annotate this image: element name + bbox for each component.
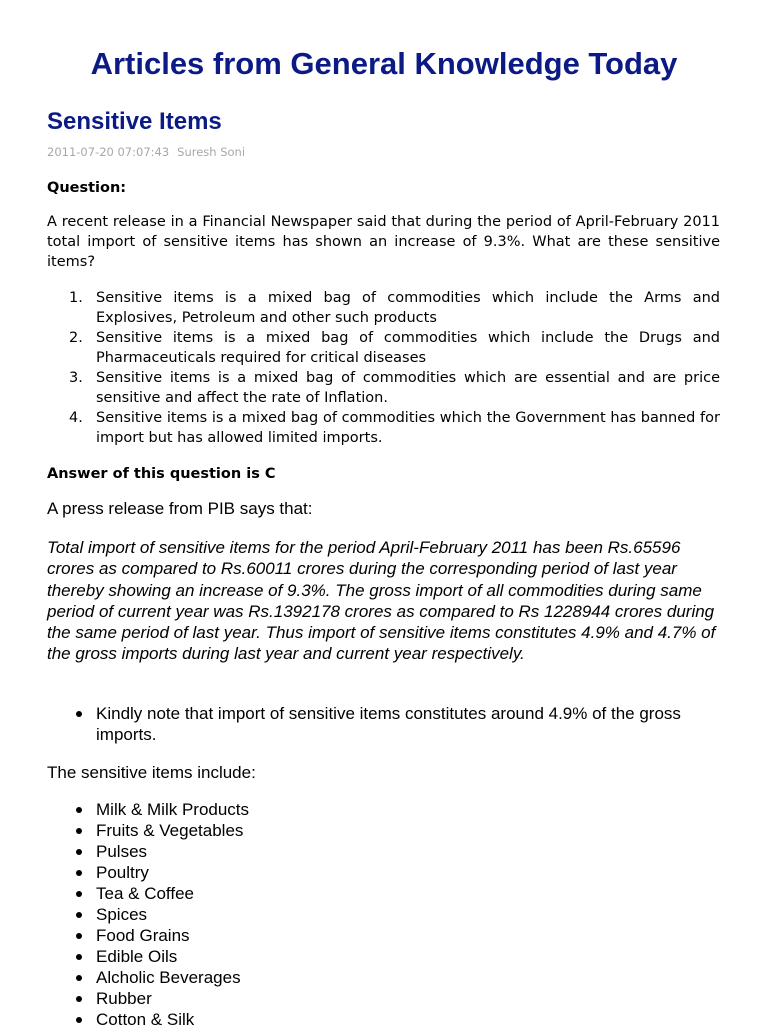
article-author: Suresh Soni [177,145,246,159]
question-text: A recent release in a Financial Newspaper said that during the period of April-February 2011 total import of sensitive items has shown an increase of 9.3%. What are these sensitive items? [47,214,720,270]
list-item [47,841,727,862]
note-item [47,703,727,745]
list-item-text: Cotton & Silk [96,1010,195,1029]
list-item [47,883,727,904]
bullet-icon [76,849,82,855]
bullet-icon [76,891,82,897]
bullet-icon [76,996,82,1002]
list-item [47,988,727,1009]
option-text: Sensitive items is a mixed bag of commodities which include the Arms and Explosives, Petroleum and other such products [96,290,720,326]
bullet-icon [76,933,82,939]
bullet-icon [76,912,82,918]
option-number: 4. [69,410,83,426]
list-item-text: Milk & Milk Products [96,800,250,819]
site-title: Articles from General Knowledge Today [90,46,678,81]
option-item [47,328,720,368]
option-text: Sensitive items is a mixed bag of commodities which the Government has banned for import but has allowed limited imports. [96,410,720,446]
option-item [47,368,720,408]
press-release-intro: A press release from PIB says that: [47,499,313,518]
option-number: 2. [69,330,83,346]
list-item [47,862,727,883]
list-item [47,820,727,841]
option-item [47,288,720,328]
article-meta [47,144,245,160]
bullet-icon [76,828,82,834]
option-number: 3. [69,370,83,386]
bullet-icon [76,975,82,981]
answer-line: Answer of this question is C [47,466,276,482]
list-item [47,799,727,820]
option-number: 1. [69,290,83,306]
list-item-text: Pulses [96,842,148,861]
bullet-icon [76,807,82,813]
option-item [47,408,720,448]
bullet-icon [76,954,82,960]
list-item [47,925,727,946]
option-text: Sensitive items is a mixed bag of commodities which are essential and are price sensitive and affect the rate of Inflation. [96,370,720,406]
list-item-text: Tea & Coffee [96,884,194,903]
list-item-text: Food Grains [96,926,190,945]
list-item-text: Alcholic Beverages [96,968,241,987]
article-title[interactable]: Sensitive Items [47,108,222,135]
press-release-quote: Total import of sensitive items for the period April-February 2011 has been Rs.65596 crores as compared to Rs.60011 crores during the corresponding period of last year thereby showing an increase of 9.3%. The gross import of all commodities during same period of current year was Rs.1392178 crores as compared to Rs 1228944 crores during the same period of last year. Thus import of sensitive items constitutes 4.9% and 4.7% of the gross imports during last year and current year respectively. [47,538,716,664]
question-label: Question: [47,180,127,196]
list-item [47,1009,727,1030]
bullet-icon [76,711,82,717]
list-item [47,904,727,925]
list-item-text: Fruits & Vegetables [96,821,244,840]
list-item-text: Rubber [96,989,152,1008]
list-item-text: Edible Oils [96,947,178,966]
sensitive-items-list [47,799,727,1030]
list-item-text: Spices [96,905,148,924]
bullet-icon [76,870,82,876]
bullet-icon [76,1017,82,1023]
note-text: Kindly note that import of sensitive items constitutes around 4.9% of the gross imports. [96,704,681,744]
note-list [47,703,727,745]
option-text: Sensitive items is a mixed bag of commodities which include the Drugs and Pharmaceuticals required for critical diseases [96,330,720,366]
list-item [47,946,727,967]
article-date: 2011-07-20 07:07:43 [47,145,170,159]
list-item-text: Poultry [96,863,149,882]
list-item [47,967,727,988]
answer-options [47,288,720,448]
items-intro: The sensitive items include: [47,763,256,782]
